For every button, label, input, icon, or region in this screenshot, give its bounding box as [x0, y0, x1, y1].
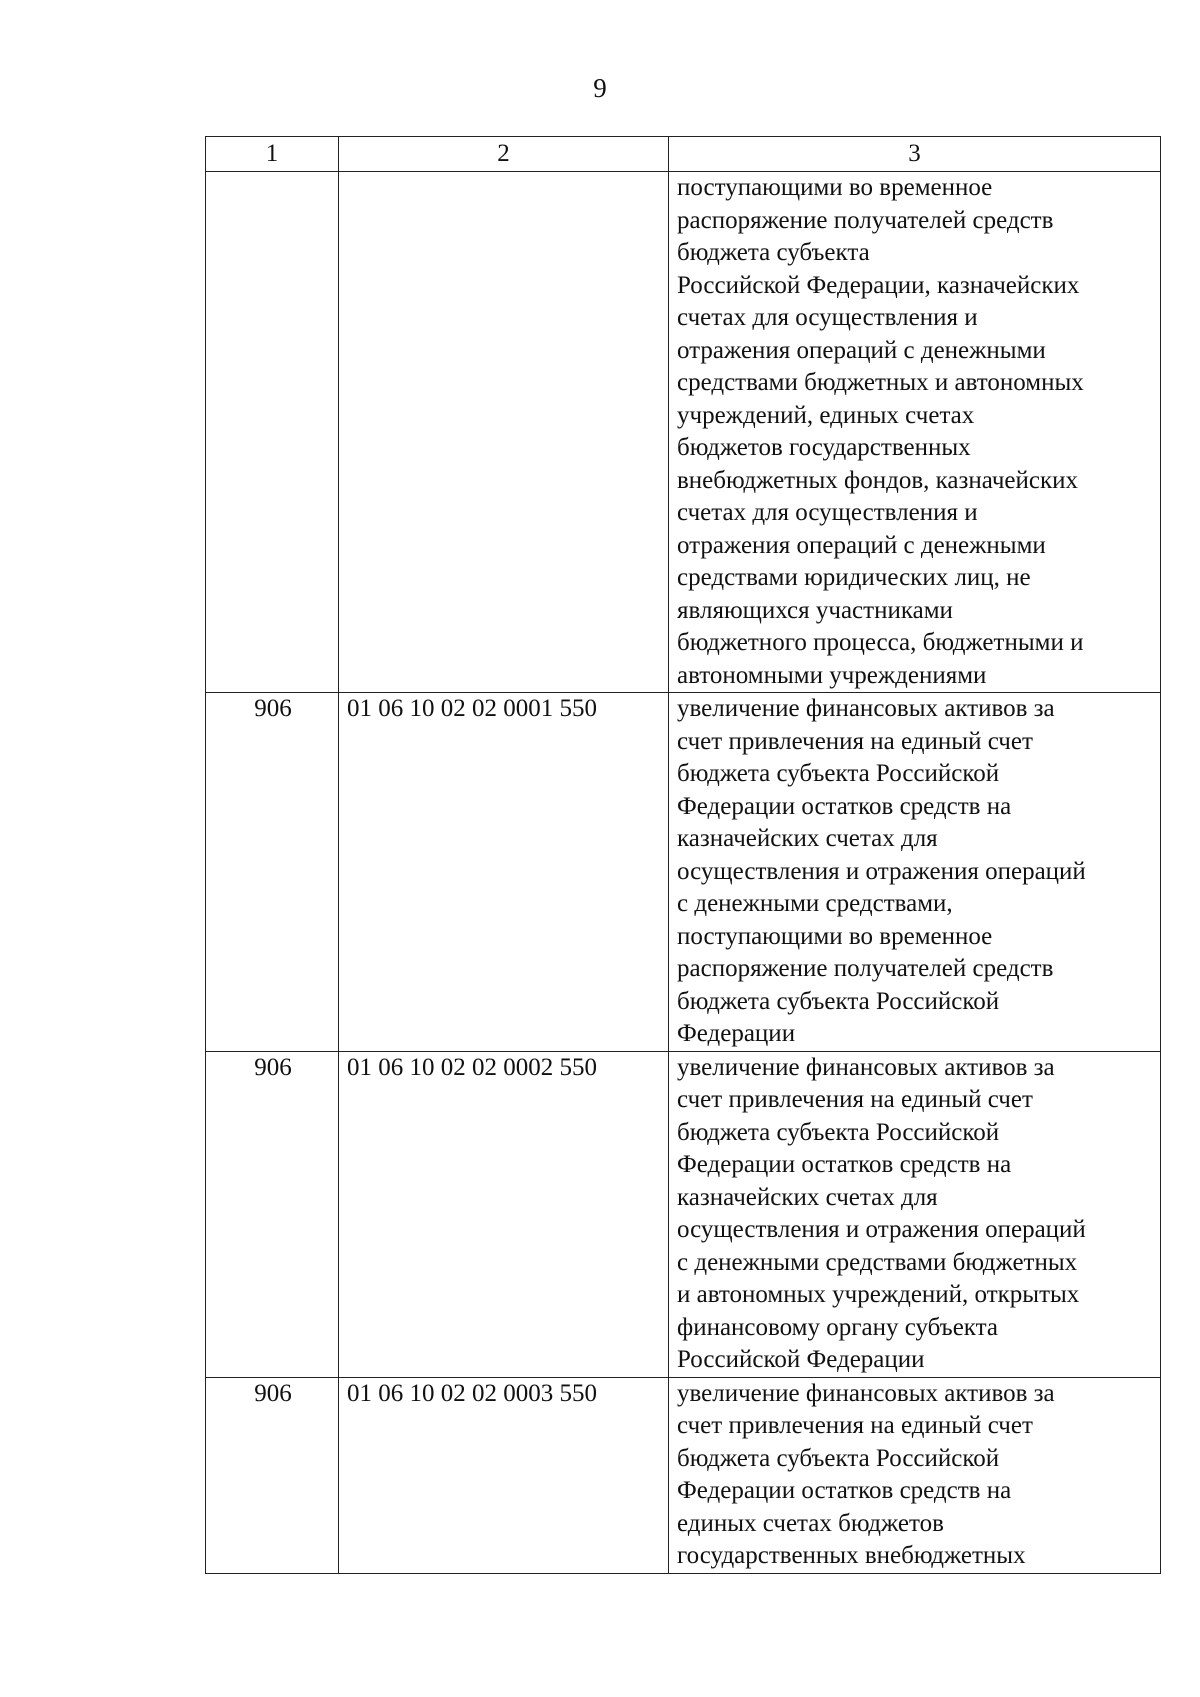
- description-line: автономными учреждениями: [677, 661, 987, 689]
- description-line: распоряжение получателей средств: [677, 206, 1054, 234]
- admin-code-cell: [206, 172, 339, 693]
- description-line: поступающими во временное: [677, 174, 993, 201]
- description-line: осуществления и отражения операций: [677, 857, 1086, 885]
- description-cell: [669, 693, 1161, 1052]
- description-line: счет привлечения на единый счет: [677, 1412, 1033, 1439]
- description-line: Федерации остатков средств на: [677, 792, 1012, 820]
- description-line: отражения операций с денежными: [677, 336, 1046, 364]
- description-line: бюджетного процесса, бюджетными и: [677, 629, 1084, 656]
- description-line: казначейских счетах для: [677, 825, 938, 852]
- description-line: бюджета субъекта: [677, 239, 870, 266]
- table-header-row: [206, 137, 1161, 172]
- description-line: счет привлечения на единый счет: [677, 1086, 1033, 1113]
- description-line: учреждений, единых счетах: [677, 401, 975, 429]
- description-line: с денежными средствами,: [677, 890, 953, 917]
- description-line: являющихся участниками: [677, 596, 953, 624]
- column-header-2: 2: [339, 137, 669, 172]
- description-line: государственных внебюджетных: [677, 1542, 1026, 1569]
- description-line: увеличение финансовых активов за: [677, 1053, 1055, 1081]
- description-line: счетах для осуществления и: [677, 304, 978, 331]
- admin-code-cell: 906: [206, 693, 339, 1052]
- description-line: счет привлечения на единый счет: [677, 727, 1033, 755]
- page-number: 9: [593, 73, 607, 103]
- description-line: бюджета субъекта Российской: [677, 1444, 1000, 1472]
- description-line: финансовому органу субъекта: [677, 1313, 998, 1341]
- table-row: [206, 693, 1161, 1052]
- description-cell: [669, 1051, 1161, 1377]
- budget-classification-table: [205, 136, 1161, 1574]
- budget-code-cell: 01 06 10 02 02 0002 550: [339, 1051, 669, 1377]
- description-line: отражения операций с денежными: [677, 531, 1046, 559]
- description-line: средствами бюджетных и автономных: [677, 369, 1084, 396]
- description-line: бюджетов государственных: [677, 434, 971, 461]
- admin-code-cell: 906: [206, 1377, 339, 1573]
- description-line: увеличение финансовых активов за: [677, 1379, 1055, 1407]
- admin-code-cell: 906: [206, 1051, 339, 1377]
- description-line: средствами юридических лиц, не: [677, 564, 1031, 591]
- description-line: Федерации: [677, 1020, 796, 1047]
- description-line: и автономных учреждений, открытых: [677, 1281, 1080, 1308]
- description-line: Федерации остатков средств на: [677, 1151, 1012, 1178]
- description-line: счетах для осуществления и: [677, 499, 978, 526]
- description-cell: [669, 172, 1161, 693]
- description-line: бюджета субъекта Российской: [677, 760, 1000, 787]
- table-row: [206, 172, 1161, 693]
- description-line: Российской Федерации: [677, 1346, 925, 1373]
- description-line: Российской Федерации, казначейских: [677, 271, 1080, 299]
- table-row: [206, 1051, 1161, 1377]
- description-line: осуществления и отражения операций: [677, 1216, 1086, 1243]
- table-row: [206, 1377, 1161, 1573]
- table-body: [206, 172, 1161, 1574]
- description-cell: [669, 1377, 1161, 1573]
- budget-code-cell: [339, 172, 669, 693]
- description-line: с денежными средствами бюджетных: [677, 1248, 1078, 1276]
- description-line: единых счетах бюджетов: [677, 1509, 944, 1537]
- budget-code-cell: 01 06 10 02 02 0003 550: [339, 1377, 669, 1573]
- description-line: бюджета субъекта Российской: [677, 987, 1000, 1015]
- description-line: внебюджетных фондов, казначейских: [677, 466, 1079, 494]
- description-line: поступающими во временное: [677, 922, 993, 950]
- description-line: распоряжение получателей средств: [677, 955, 1054, 982]
- description-line: казначейских счетах для: [677, 1183, 938, 1211]
- description-line: Федерации остатков средств на: [677, 1477, 1012, 1504]
- budget-code-cell: 01 06 10 02 02 0001 550: [339, 693, 669, 1052]
- description-line: увеличение финансовых активов за: [677, 695, 1055, 722]
- column-header-3: 3: [669, 137, 1161, 172]
- description-line: бюджета субъекта Российской: [677, 1118, 1000, 1146]
- column-header-1: 1: [206, 137, 339, 172]
